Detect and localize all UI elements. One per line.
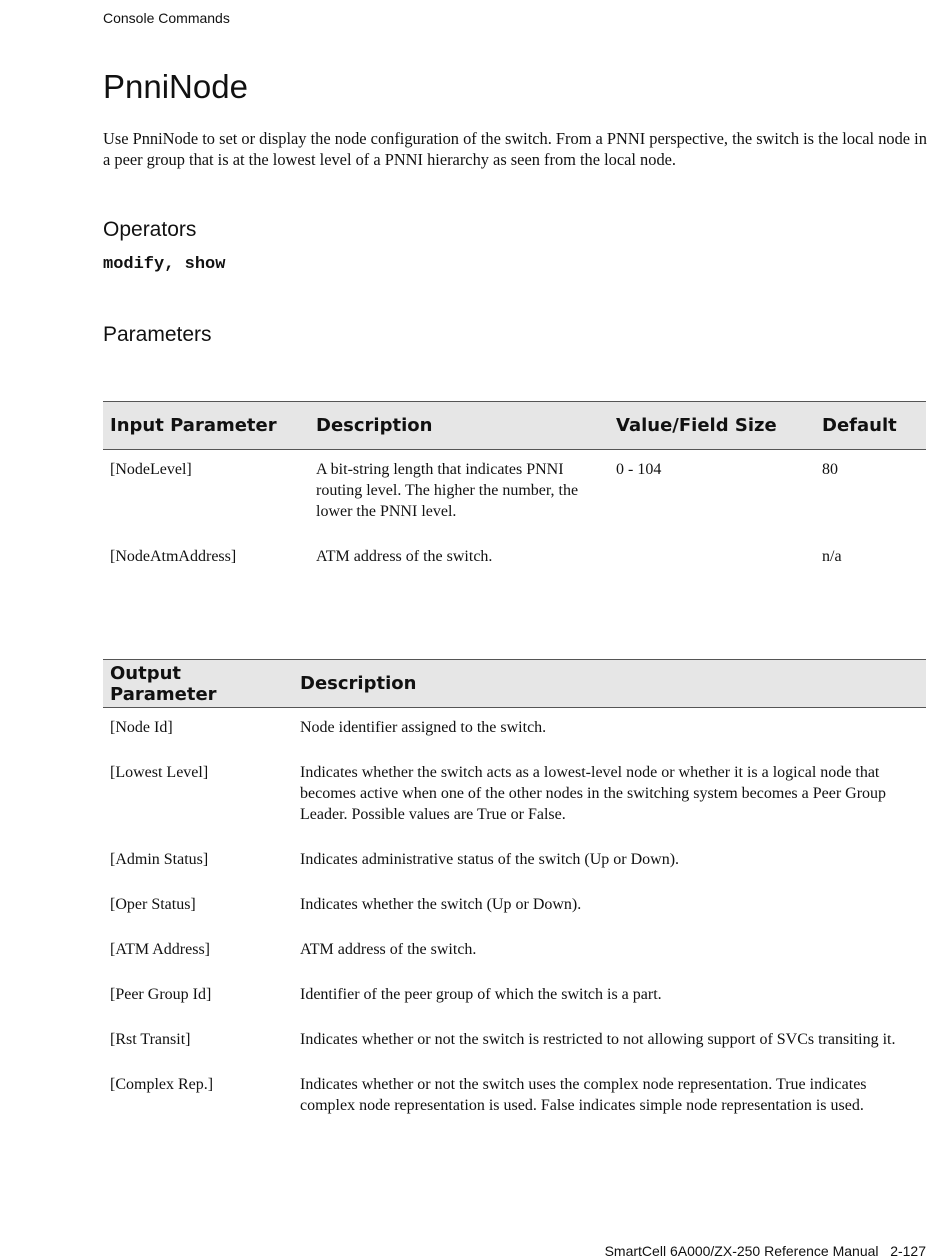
parameter-description: Indicates whether or not the switch is restricted to not allowing support of SVCs transiting it. [300, 1031, 896, 1048]
parameter-name: [Oper Status] [110, 896, 196, 913]
running-footer [605, 1243, 926, 1259]
table-row [103, 450, 926, 538]
parameter-name: [Lowest Level] [110, 764, 209, 781]
input-parameter-table [103, 401, 926, 582]
table-row [103, 885, 926, 930]
operators-value: modify, show [103, 255, 226, 274]
table-row [103, 840, 926, 885]
parameter-name: [Node Id] [110, 719, 173, 736]
parameter-default: 80 [822, 461, 838, 478]
parameter-description: Identifier of the peer group of which the switch is a part. [300, 986, 662, 1003]
parameter-description: Indicates whether the switch (Up or Down). [300, 896, 582, 913]
parameter-name: [Peer Group Id] [110, 986, 212, 1003]
parameters-heading: Parameters [103, 323, 212, 346]
parameter-name: [ATM Address] [110, 941, 210, 958]
table-row [103, 753, 926, 840]
table-row [103, 1065, 926, 1131]
table-row [103, 1020, 926, 1065]
table-row [103, 975, 926, 1020]
parameter-description: Indicates whether the switch acts as a lowest-level node or whether it is a logical node that becomes active when one of the other nodes in the switching system becomes a Peer Group Leader. Possible values are True or False. [300, 764, 887, 823]
column-header: Input Parameter [103, 402, 309, 450]
parameter-value-size [609, 537, 815, 582]
output-parameter-table [103, 659, 926, 1131]
table-row [103, 708, 926, 754]
parameter-description: Indicates whether or not the switch uses the complex node representation. True indicates complex node representation is used. False indicates simple node representation is used. [300, 1076, 867, 1114]
column-header: Default [815, 402, 926, 450]
parameter-description: A bit-string length that indicates PNNI routing level. The higher the number, the lower the PNNI level. [316, 461, 579, 520]
parameter-default: n/a [822, 548, 842, 565]
parameter-name: [NodeLevel] [110, 461, 192, 478]
parameter-value-size: 0 - 104 [616, 461, 662, 478]
manual-title: SmartCell 6A000/ZX-250 Reference Manual [604, 1243, 879, 1259]
parameter-name: [Complex Rep.] [110, 1076, 214, 1093]
running-header: Console Commands [103, 10, 230, 26]
parameter-description: Node identifier assigned to the switch. [300, 719, 547, 736]
parameter-name: [Rst Transit] [110, 1031, 191, 1048]
parameter-name: [NodeAtmAddress] [110, 548, 237, 565]
table-header-row [103, 660, 926, 708]
page-title: PnniNode [103, 68, 248, 105]
column-header: Description [309, 402, 609, 450]
parameter-name: [Admin Status] [110, 851, 209, 868]
operators-heading: Operators [103, 218, 197, 241]
table-header-row [103, 402, 926, 450]
parameter-description: Indicates administrative status of the switch (Up or Down). [300, 851, 680, 868]
table-row [103, 930, 926, 975]
parameter-description: ATM address of the switch. [300, 941, 477, 958]
column-header: Description [293, 660, 926, 708]
intro-paragraph: Use PnniNode to set or display the node configuration of the switch. From a PNNI perspective, the switch is the local node in a peer group that is at the lowest level of a PNNI hierarchy as seen from the local node. [103, 129, 927, 169]
column-header: Value/Field Size [609, 402, 815, 450]
page-number: 2-127 [890, 1243, 926, 1259]
parameter-description: ATM address of the switch. [316, 548, 493, 565]
column-header: Output Parameter [103, 660, 293, 708]
table-row [103, 537, 926, 582]
